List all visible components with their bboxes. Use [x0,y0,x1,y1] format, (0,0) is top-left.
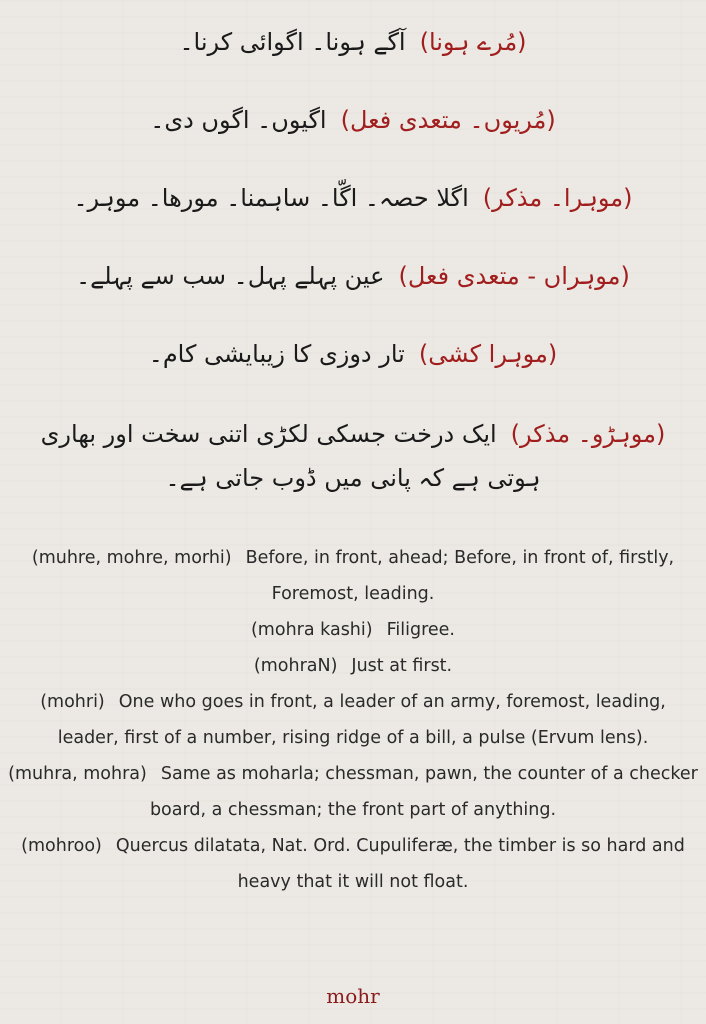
urdu-headword: (موہرا کشی) [418,340,558,368]
urdu-entry [0,178,706,218]
urdu-entry [0,412,706,500]
urdu-definition: اگیوں۔ اگوں دی۔ [150,106,327,134]
english-term: (mohri) [40,692,105,712]
english-term: (mohraN) [253,656,338,676]
urdu-headword: (موہرا۔ مذکر) [482,184,633,212]
english-term: (muhre, mohre, morhi) [31,548,232,568]
urdu-definition: عین پہلے پہل۔ سب سے پہلے۔ [76,262,385,290]
english-entry [0,540,706,612]
english-definition: Quercus dilatata, Nat. Ord. Cupuliferæ, the timber is so hard and heavy that it will not float. [115,836,685,892]
english-term: (muhra, mohra) [8,764,147,784]
urdu-definitions [0,22,706,500]
urdu-definition: تار دوزی کا زیبایشی کام۔ [148,340,405,368]
english-entry [0,648,706,684]
english-definition: Filigree. [386,620,455,640]
footer-headword: mohr [326,984,380,1008]
urdu-definition: آگے ہونا۔ اگوائی کرنا۔ [179,28,406,56]
urdu-entry [0,256,706,296]
english-definition: One who goes in front, a leader of an army, foremost, leading, leader, first of a number, rising ridge of a bill, a pulse (Ervum lens). [57,692,666,748]
english-entry [0,684,706,756]
urdu-headword: (مُرے ہونا) [419,28,527,56]
urdu-definition: ایک درخت جسکی لکڑی اتنی سخت اور بھاری ہوتی ہے کہ پانی میں ڈوب جاتی ہے۔ [40,420,541,492]
urdu-definition: اگلا حصہ۔ اگّا۔ ساہمنا۔ مورھا۔ موہر۔ [73,184,469,212]
urdu-headword: (موہراں - متعدی فعل) [398,262,630,290]
urdu-headword: (موہڑو۔ مذکر) [510,420,666,448]
urdu-entry [0,22,706,62]
english-term: (mohroo) [21,836,102,856]
english-entry [0,828,706,900]
english-definitions [0,540,706,900]
english-term: (mohra kashi) [250,620,373,640]
english-definition: Before, in front, ahead; Before, in front of, firstly, Foremost, leading. [245,548,675,604]
urdu-entry [0,100,706,140]
english-definition: Just at first. [351,656,453,676]
urdu-headword: (مُریوں۔ متعدی فعل) [340,106,556,134]
english-entry [0,612,706,648]
english-definition: Same as moharla; chessman, pawn, the counter of a checker board, a chessman; the front part of anything. [149,764,698,820]
urdu-entry [0,334,706,374]
english-entry [0,756,706,828]
